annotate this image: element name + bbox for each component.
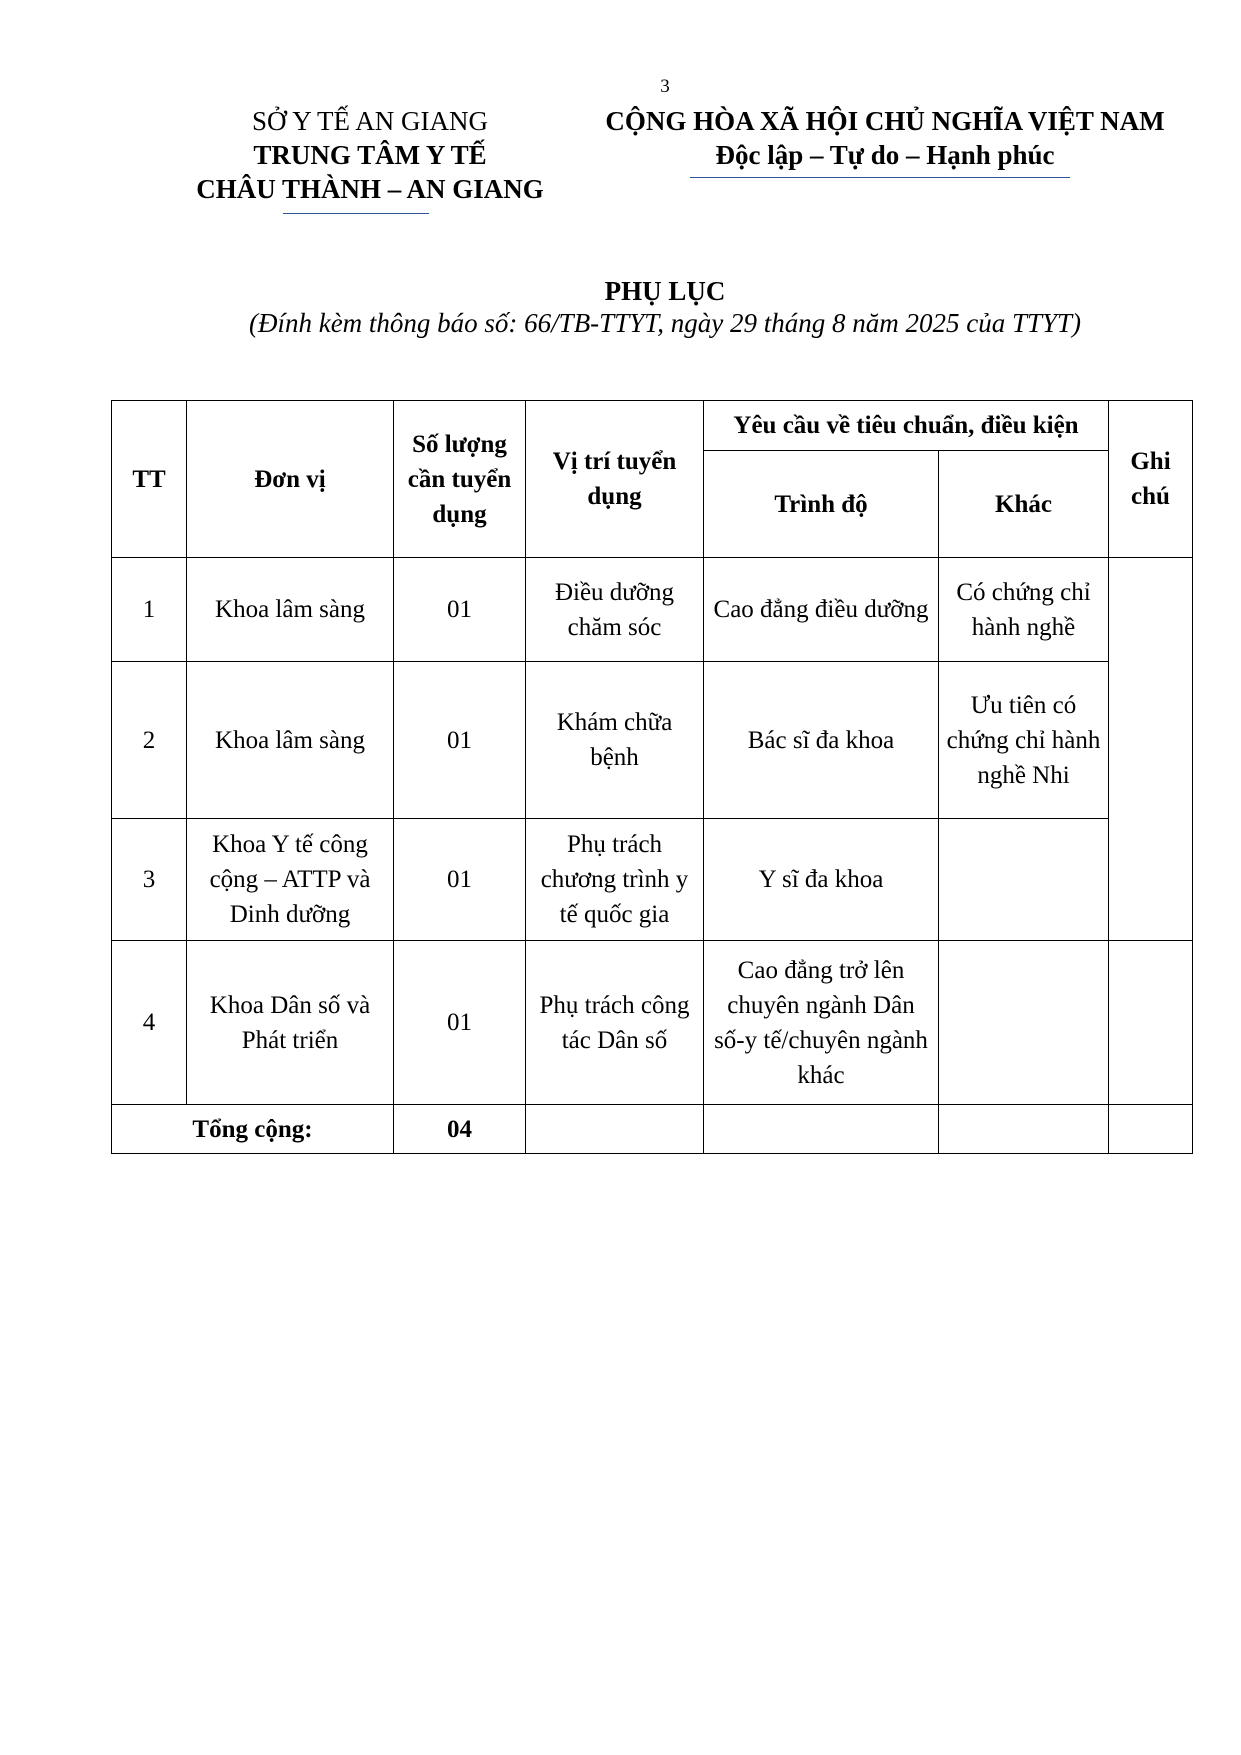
row-other: Có chứng chỉ hành nghề (939, 558, 1109, 662)
agency-name: TRUNG TÂM Y TẾ (253, 140, 487, 170)
table-row (112, 941, 1193, 1105)
row-quantity: 01 (394, 662, 526, 819)
header-level: Trình độ (704, 451, 939, 558)
agency-underline (283, 213, 429, 214)
total-quantity: 04 (394, 1105, 526, 1154)
row-tt: 3 (112, 819, 187, 941)
row-quantity: 01 (394, 558, 526, 662)
row-tt: 4 (112, 941, 187, 1105)
header-note: Ghi chú (1109, 401, 1193, 558)
row-unit: Khoa lâm sàng (187, 662, 394, 819)
row-unit: Khoa Y tế công cộng – ATTP và Dinh dưỡng (187, 819, 394, 941)
table-row (112, 662, 1193, 819)
total-empty-cell (939, 1105, 1109, 1154)
table-row (112, 819, 1193, 941)
row-position: Khám chữa bệnh (526, 662, 704, 819)
national-header (588, 104, 1182, 172)
row-tt: 2 (112, 662, 187, 819)
table-row (112, 558, 1193, 662)
total-empty-cell (1109, 1105, 1193, 1154)
header-unit: Đơn vị (187, 401, 394, 558)
row-level: Bác sĩ đa khoa (704, 662, 939, 819)
header-other: Khác (939, 451, 1109, 558)
header-quantity: Số lượng cần tuyển dụng (394, 401, 526, 558)
row-level: Y sĩ đa khoa (704, 819, 939, 941)
page-number: 3 (660, 76, 670, 97)
appendix-subtitle: (Đính kèm thông báo số: 66/TB-TTYT, ngày 29 tháng 8 năm 2025 của TTYT) (248, 308, 1082, 338)
row-level: Cao đẳng điều dưỡng (704, 558, 939, 662)
header-tt: TT (112, 401, 187, 558)
row-quantity: 01 (394, 941, 526, 1105)
row-unit: Khoa Dân số và Phát triển (187, 941, 394, 1105)
total-row (112, 1105, 1193, 1154)
recruitment-table (111, 400, 1193, 1154)
header-requirements: Yêu cầu về tiêu chuẩn, điều kiện (704, 401, 1109, 451)
row-position: Phụ trách công tác Dân số (526, 941, 704, 1105)
national-title: CỘNG HÒA XÃ HỘI CHỦ NGHĨA VIỆT NAM (605, 106, 1165, 136)
row-level: Cao đẳng trở lên chuyên ngành Dân số-y tế/chuyên ngành khác (704, 941, 939, 1105)
row-other (939, 941, 1109, 1105)
total-label: Tổng cộng: (112, 1105, 394, 1154)
row-tt: 1 (112, 558, 187, 662)
row-other (939, 819, 1109, 941)
motto-underline (690, 177, 1070, 178)
header-position: Vị trí tuyển dụng (526, 401, 704, 558)
appendix-title: PHỤ LỤC (604, 276, 726, 306)
total-empty-cell (526, 1105, 704, 1154)
row-quantity: 01 (394, 819, 526, 941)
issuing-agency-header (160, 104, 580, 206)
national-motto: Độc lập – Tự do – Hạnh phúc (715, 140, 1055, 170)
row-position: Điều dưỡng chăm sóc (526, 558, 704, 662)
agency-location: CHÂU THÀNH – AN GIANG (196, 174, 544, 204)
total-empty-cell (704, 1105, 939, 1154)
row-position: Phụ trách chương trình y tế quốc gia (526, 819, 704, 941)
row-note (1109, 558, 1193, 941)
row-other: Ưu tiên có chứng chỉ hành nghề Nhi (939, 662, 1109, 819)
row-note (1109, 941, 1193, 1105)
agency-parent: SỞ Y TẾ AN GIANG (252, 106, 488, 136)
row-unit: Khoa lâm sàng (187, 558, 394, 662)
